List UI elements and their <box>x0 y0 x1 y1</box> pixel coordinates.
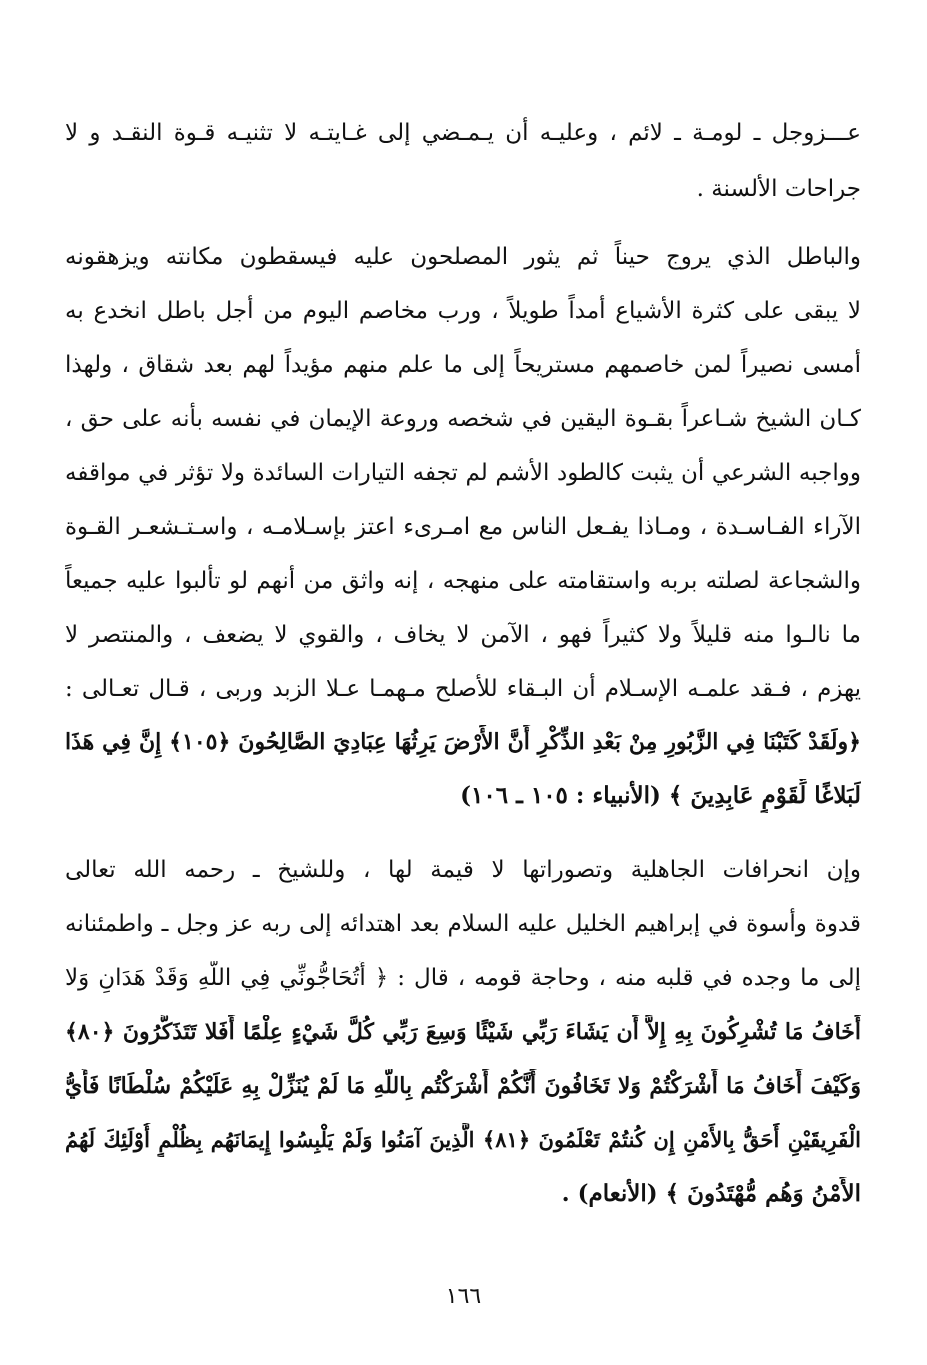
text-line: إلى ما وجده في قلبه منه ، وحاجة قومه ، قال : ﴿ أَتُحَاجُّونِّي فِي اللَّهِ وَقَدْ هَدَانِ وَلا <box>65 965 861 991</box>
quran-verse-line: أَخَافُ مَا تُشْرِكُونَ بِهِ إِلاَّ أَن يَشَاءَ رَبِّي شَيْئًا وَسِعَ رَبِّي كُلَّ شَيْءٍ عِلْمًا أَفَلا تَتَذَكَّرُونَ ﴿٨٠﴾ <box>65 1019 861 1045</box>
text-line: وإن انحرافات الجاهلية وتصوراتها لا قيمة لها ، وللشيخ ـ رحمه الله تعالى <box>65 857 861 883</box>
text-line: عـــزوجل ـ لومـة ـ لائم ، وعليـه أن يـمـضي إلى غـايتـه لا تثنيـه قـوة النقـد و لا <box>65 120 861 146</box>
page-number: ١٦٦ <box>445 1284 482 1309</box>
text-line: كـان الشيخ شـاعراً بقـوة اليقين في شخصه وروعة الإيمان في نفسه بأنه على حق ، <box>65 406 861 432</box>
quran-verse-line: لَبَلاغًا لِّقَوْمٍ عَابِدِينَ ﴾ (الأنبياء : ١٠٥ ـ ١٠٦) <box>460 782 861 809</box>
quran-verse-line: الْفَرِيقَيْنِ أَحَقُّ بِالأَمْنِ إِن كُنتُمْ تَعْلَمُونَ ﴿٨١﴾ الَّذِينَ آمَنُوا وَلَمْ يَلْبِسُوا إِيمَانَهُم بِظُلْمٍ أُوْلَئِكَ لَهُمُ <box>65 1127 861 1152</box>
text-line: أمسى نصيراً لمن خاصمهم مستريحاً إلى ما علم منهم مؤيداً لهم بعد شقاق ، ولهذا <box>65 352 861 378</box>
text-line: يهزم ، فـقد علمـه الإسـلام أن البـقاء للأصلح مـهمـا عـلا الزبد وربى ، قـال تعـالى : <box>65 676 861 702</box>
text-line: لا يبقى على كثرة الأشياع أمداً طويلاً ، ورب مخاصم اليوم من أجل باطل انخدع به <box>65 298 861 324</box>
text-line: قدوة وأسوة في إبراهيم الخليل عليه السلام بعد اهتدائه إلى ربه عز وجل ـ واطمئنانه <box>65 911 861 937</box>
text-line: جراحات الألسنة . <box>696 176 861 202</box>
text-line: وواجبه الشرعي أن يثبت كالطود الأشم لم تجفه التيارات السائدة ولا تؤثر في مواقفه <box>65 460 861 486</box>
quran-verse-line: وَكَيْفَ أَخَافُ مَا أَشْرَكْتُمْ وَلا تَخَافُونَ أَنَّكُمْ أَشْرَكْتُم بِاللَّهِ مَا لَمْ يُنَزِّلْ بِهِ عَلَيْكُمْ سُلْطَانًا فَأَيُّ <box>65 1073 861 1099</box>
text-line: والشجاعة لصلته بربه واستقامته على منهجه ، إنه واثق من أنهم لو تألبوا عليه جميعاً <box>65 568 861 594</box>
quran-verse-line: الأَمْنُ وَهُم مُّهْتَدُونَ ﴾ (الأنعام) . <box>561 1180 861 1207</box>
text-line: ما نالـوا منه قليلاً ولا كثيراً فهو ، الآمن لا يخاف ، والقوي لا يضعف ، والمنتصر لا <box>65 622 861 648</box>
text-line: الآراء الفـاسـدة ، ومـاذا يفـعل الناس مع امـرىء اعتز بإسـلامـه ، واسـتـشعـر القـوة <box>65 514 861 540</box>
text-line: والباطل الذي يروج حيناً ثم يثور المصلحون عليه فيسقطون مكانته ويزهقونه <box>65 244 861 270</box>
quran-verse-line: ﴿ولَقَدْ كَتَبْنَا فِي الزَّبُورِ مِنْ بَعْدِ الذِّكْرِ أَنَّ الأَرْضَ يَرِثُهَا عِبَادِيَ الصَّالِحُونَ ﴿١٠٥﴾ إِنَّ فِي هَذَا <box>65 729 861 755</box>
